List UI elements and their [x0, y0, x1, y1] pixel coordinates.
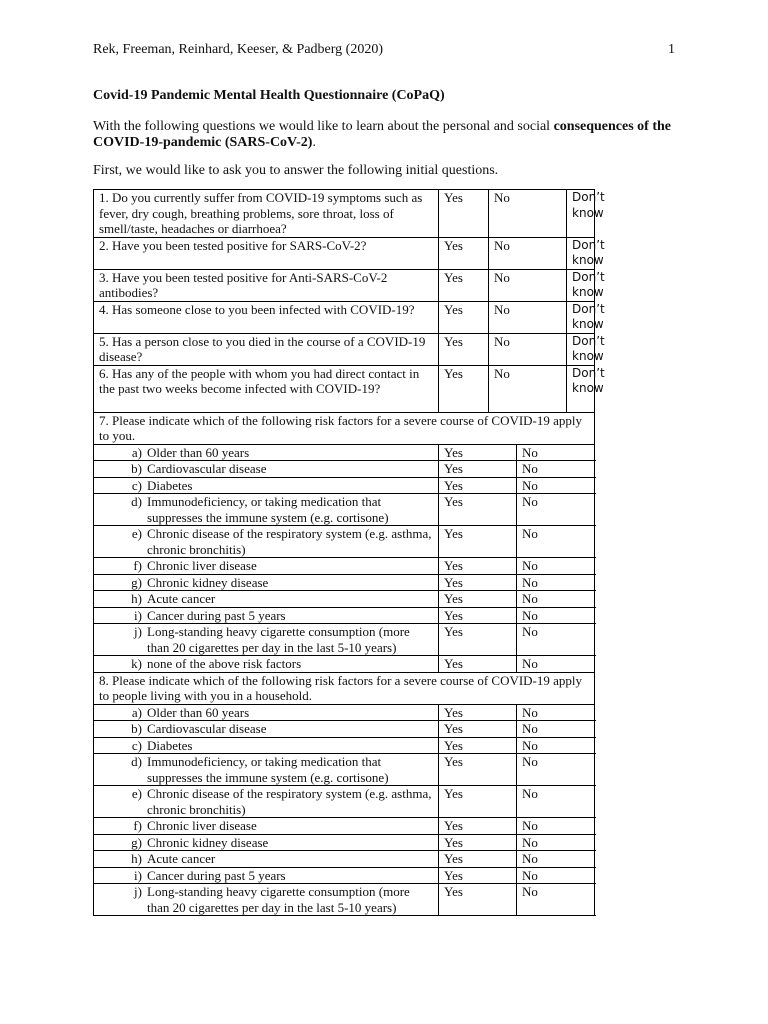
- question-text: 2. Have you been tested positive for SARS-CoV-2?: [94, 237, 439, 269]
- risk-factor-item: [94, 737, 439, 754]
- answer-no[interactable]: No: [517, 656, 595, 673]
- risk-factor-letter: e): [131, 526, 142, 541]
- risk-factor-row: [94, 704, 595, 721]
- risk-factor-letter: c): [131, 737, 142, 753]
- risk-factor-item: [94, 834, 439, 851]
- risk-factor-text: Chronic kidney disease: [147, 574, 269, 590]
- risk-factor-item: [94, 721, 439, 738]
- answer-no[interactable]: No: [489, 190, 567, 238]
- risk-factor-letter: b): [131, 721, 142, 736]
- risk-factor-item: [94, 884, 439, 916]
- answer-yes[interactable]: Yes: [439, 477, 517, 494]
- answer-yes[interactable]: Yes: [439, 834, 517, 851]
- answer-no[interactable]: No: [517, 574, 595, 591]
- risk-factor-row: [94, 786, 595, 818]
- answer-no[interactable]: No: [517, 558, 595, 575]
- risk-factor-row: [94, 461, 595, 478]
- answer-no[interactable]: No: [517, 851, 595, 868]
- risk-factor-content: [94, 656, 433, 672]
- questionnaire-body: [94, 190, 605, 916]
- answer-dont-know[interactable]: Don’t know: [567, 269, 595, 301]
- risk-factor-row: [94, 834, 595, 851]
- answer-no[interactable]: No: [489, 365, 567, 412]
- risk-factor-letter: a): [131, 704, 142, 720]
- risk-factor-item: [94, 607, 439, 624]
- intro-paragraph: [93, 119, 673, 151]
- risk-factor-content: [94, 884, 433, 915]
- answer-yes[interactable]: Yes: [439, 574, 517, 591]
- risk-factor-letter: g): [131, 574, 142, 590]
- risk-factor-item: [94, 477, 439, 494]
- answer-no[interactable]: No: [517, 754, 595, 786]
- risk-factor-text: Acute cancer: [147, 851, 216, 866]
- risk-factor-text: Acute cancer: [147, 591, 216, 606]
- answer-yes[interactable]: Yes: [439, 526, 517, 558]
- risk-factor-row: [94, 867, 595, 884]
- answer-no[interactable]: No: [517, 526, 595, 558]
- intro-emphasis: consequences of the COVID-19-pandemic (SARS-CoV-2): [93, 119, 671, 150]
- answer-yes[interactable]: Yes: [439, 656, 517, 673]
- risk-factor-item: [94, 786, 439, 818]
- risk-factor-text: Older than 60 years: [147, 704, 250, 720]
- risk-factor-letter: j): [134, 624, 142, 639]
- answer-no[interactable]: No: [517, 494, 595, 526]
- answer-dont-know[interactable]: Don’t know: [567, 301, 595, 333]
- answer-no[interactable]: No: [489, 237, 567, 269]
- risk-factor-row: [94, 624, 595, 656]
- answer-no[interactable]: No: [489, 333, 567, 365]
- answer-yes[interactable]: Yes: [439, 591, 517, 608]
- answer-dont-know[interactable]: Don’t know: [567, 237, 595, 269]
- risk-factor-row: [94, 574, 595, 591]
- risk-factor-row: [94, 737, 595, 754]
- answer-dont-know[interactable]: Don’t know: [567, 190, 595, 238]
- q7-prompt-row: [94, 412, 595, 444]
- risk-factor-text: none of the above risk factors: [147, 656, 302, 671]
- answer-no[interactable]: No: [517, 721, 595, 738]
- answer-no[interactable]: No: [517, 737, 595, 754]
- answer-yes[interactable]: Yes: [439, 624, 517, 656]
- risk-factor-text: Cancer during past 5 years: [147, 867, 286, 883]
- risk-factor-row: [94, 526, 595, 558]
- risk-factor-item: [94, 624, 439, 656]
- risk-factor-letter: d): [131, 754, 142, 769]
- question-row: [94, 190, 595, 238]
- q7-prompt: 7. Please indicate which of the following risk factors for a severe course of COVID-19 apply to you.: [94, 412, 595, 444]
- risk-factor-item: [94, 656, 439, 673]
- answer-yes[interactable]: Yes: [439, 851, 517, 868]
- risk-factor-text: Chronic liver disease: [147, 558, 257, 573]
- answer-no[interactable]: No: [517, 884, 595, 916]
- answer-dont-know[interactable]: Don’t know: [567, 365, 595, 412]
- q8-prompt: 8. Please indicate which of the following risk factors for a severe course of COVID-19 apply to people living with you in a household.: [94, 672, 595, 704]
- answer-no[interactable]: No: [517, 591, 595, 608]
- risk-factor-letter: h): [131, 591, 142, 606]
- answer-yes[interactable]: Yes: [439, 704, 517, 721]
- risk-factor-content: [94, 624, 433, 655]
- answer-no[interactable]: No: [489, 269, 567, 301]
- risk-factor-text: Diabetes: [147, 737, 193, 753]
- answer-yes[interactable]: Yes: [439, 461, 517, 478]
- risk-factor-letter: i): [134, 607, 142, 623]
- answer-yes[interactable]: Yes: [439, 494, 517, 526]
- answer-yes[interactable]: Yes: [439, 721, 517, 738]
- risk-factor-letter: d): [131, 494, 142, 509]
- risk-factor-content: [94, 818, 433, 834]
- answer-no[interactable]: No: [517, 818, 595, 835]
- answer-yes[interactable]: Yes: [439, 607, 517, 624]
- intro-text: With the following questions we would like to learn about the personal and social: [93, 119, 554, 134]
- risk-factor-item: [94, 526, 439, 558]
- risk-factor-row: [94, 591, 595, 608]
- risk-factor-item: [94, 851, 439, 868]
- risk-factor-item: [94, 444, 439, 461]
- risk-factor-row: [94, 607, 595, 624]
- risk-factor-text: Immunodeficiency, or taking medication that suppresses the immune system (e.g. cortisone): [147, 754, 389, 785]
- answer-yes[interactable]: Yes: [439, 190, 489, 238]
- risk-factor-content: [94, 851, 433, 867]
- answer-yes[interactable]: Yes: [439, 269, 489, 301]
- answer-yes[interactable]: Yes: [439, 786, 517, 818]
- risk-factor-text: Diabetes: [147, 477, 193, 493]
- question-row: [94, 269, 595, 301]
- answer-no[interactable]: No: [517, 624, 595, 656]
- question-row: [94, 301, 595, 333]
- answer-yes[interactable]: Yes: [439, 237, 489, 269]
- risk-factor-content: [94, 575, 433, 591]
- question-text: 3. Have you been tested positive for Anti-SARS-CoV-2 antibodies?: [94, 269, 439, 301]
- risk-factor-letter: j): [134, 884, 142, 899]
- risk-factor-letter: f): [133, 558, 142, 573]
- risk-factor-text: Cancer during past 5 years: [147, 607, 286, 623]
- risk-factor-content: [94, 721, 433, 737]
- risk-factor-content: [94, 478, 433, 494]
- question-row: [94, 333, 595, 365]
- risk-factor-letter: g): [131, 834, 142, 850]
- risk-factor-content: [94, 754, 433, 785]
- risk-factor-letter: h): [131, 851, 142, 866]
- risk-factor-letter: b): [131, 461, 142, 476]
- risk-factor-content: [94, 558, 433, 574]
- answer-dont-know[interactable]: Don’t know: [567, 333, 595, 365]
- risk-factor-row: [94, 754, 595, 786]
- answer-yes[interactable]: Yes: [439, 558, 517, 575]
- answer-yes[interactable]: Yes: [439, 333, 489, 365]
- risk-factor-letter: c): [131, 477, 142, 493]
- answer-no[interactable]: No: [517, 704, 595, 721]
- risk-factor-item: [94, 754, 439, 786]
- risk-factor-letter: i): [134, 867, 142, 883]
- risk-factor-content: [94, 461, 433, 477]
- answer-no[interactable]: No: [517, 786, 595, 818]
- answer-no[interactable]: No: [517, 461, 595, 478]
- answer-yes[interactable]: Yes: [439, 867, 517, 884]
- risk-factor-item: [94, 867, 439, 884]
- risk-factor-content: [94, 608, 433, 624]
- risk-factor-item: [94, 494, 439, 526]
- question-row: [94, 237, 595, 269]
- risk-factor-row: [94, 721, 595, 738]
- risk-factor-letter: f): [133, 818, 142, 833]
- risk-factor-content: [94, 835, 433, 851]
- risk-factor-text: Long-standing heavy cigarette consumption (more than 20 cigarettes per day in the last 5-10 years): [147, 624, 410, 655]
- question-text: 4. Has someone close to you been infected with COVID-19?: [94, 301, 439, 333]
- answer-yes[interactable]: Yes: [439, 884, 517, 916]
- risk-factor-row: [94, 818, 595, 835]
- running-head: [93, 42, 675, 58]
- risk-factor-content: [94, 738, 433, 754]
- question-text: 1. Do you currently suffer from COVID-19 symptoms such as fever, dry cough, breathing problems, sore throat, loss of smell/taste, headaches or diarrhoea?: [94, 190, 439, 238]
- risk-factor-text: Immunodeficiency, or taking medication that suppresses the immune system (e.g. cortisone): [147, 494, 389, 525]
- questionnaire-table: [93, 189, 605, 916]
- answer-no[interactable]: No: [517, 867, 595, 884]
- risk-factor-text: Cardiovascular disease: [147, 461, 267, 476]
- risk-factor-text: Cardiovascular disease: [147, 721, 267, 736]
- risk-factor-text: Chronic kidney disease: [147, 834, 269, 850]
- answer-yes[interactable]: Yes: [439, 818, 517, 835]
- risk-factor-item: [94, 591, 439, 608]
- risk-factor-row: [94, 494, 595, 526]
- answer-yes[interactable]: Yes: [439, 754, 517, 786]
- risk-factor-item: [94, 574, 439, 591]
- risk-factor-text: Long-standing heavy cigarette consumption (more than 20 cigarettes per day in the last 5-10 years): [147, 884, 410, 915]
- risk-factor-item: [94, 704, 439, 721]
- answer-no[interactable]: No: [517, 834, 595, 851]
- risk-factor-item: [94, 558, 439, 575]
- answer-no[interactable]: No: [517, 477, 595, 494]
- answer-yes[interactable]: Yes: [439, 737, 517, 754]
- risk-factor-content: [94, 591, 433, 607]
- risk-factor-item: [94, 818, 439, 835]
- risk-factor-row: [94, 656, 595, 673]
- risk-factor-letter: a): [131, 444, 142, 460]
- header-authors: Rek, Freeman, Reinhard, Keeser, & Padberg (2020): [93, 42, 383, 57]
- risk-factor-letter: k): [131, 656, 142, 671]
- answer-yes[interactable]: Yes: [439, 444, 517, 461]
- risk-factor-row: [94, 884, 595, 916]
- risk-factor-row: [94, 851, 595, 868]
- answer-no[interactable]: No: [517, 444, 595, 461]
- answer-yes[interactable]: Yes: [439, 301, 489, 333]
- risk-factor-row: [94, 477, 595, 494]
- answer-no[interactable]: No: [517, 607, 595, 624]
- risk-factor-row: [94, 558, 595, 575]
- risk-factor-content: [94, 526, 433, 557]
- answer-no[interactable]: No: [489, 301, 567, 333]
- page-number: 1: [668, 42, 675, 57]
- question-text: 5. Has a person close to you died in the course of a COVID-19 disease?: [94, 333, 439, 365]
- risk-factor-text: Chronic disease of the respiratory system (e.g. asthma, chronic bronchitis): [147, 786, 432, 817]
- risk-factor-content: [94, 494, 433, 525]
- risk-factor-text: Chronic disease of the respiratory system (e.g. asthma, chronic bronchitis): [147, 526, 432, 557]
- risk-factor-item: [94, 461, 439, 478]
- answer-yes[interactable]: Yes: [439, 365, 489, 412]
- risk-factor-content: [94, 445, 433, 461]
- risk-factor-content: [94, 786, 433, 817]
- q8-prompt-row: [94, 672, 595, 704]
- risk-factor-letter: e): [131, 786, 142, 801]
- risk-factor-text: Chronic liver disease: [147, 818, 257, 833]
- risk-factor-row: [94, 444, 595, 461]
- question-text: 6. Has any of the people with whom you had direct contact in the past two weeks become infected with COVID-19?: [94, 365, 439, 412]
- document-title: Covid-19 Pandemic Mental Health Questionnaire (CoPaQ): [93, 88, 445, 103]
- question-row: [94, 365, 595, 412]
- risk-factor-content: [94, 868, 433, 884]
- risk-factor-content: [94, 705, 433, 721]
- intro-end: .: [312, 135, 316, 150]
- lead-sentence: First, we would like to ask you to answer the following initial questions.: [93, 163, 499, 178]
- risk-factor-text: Older than 60 years: [147, 444, 250, 460]
